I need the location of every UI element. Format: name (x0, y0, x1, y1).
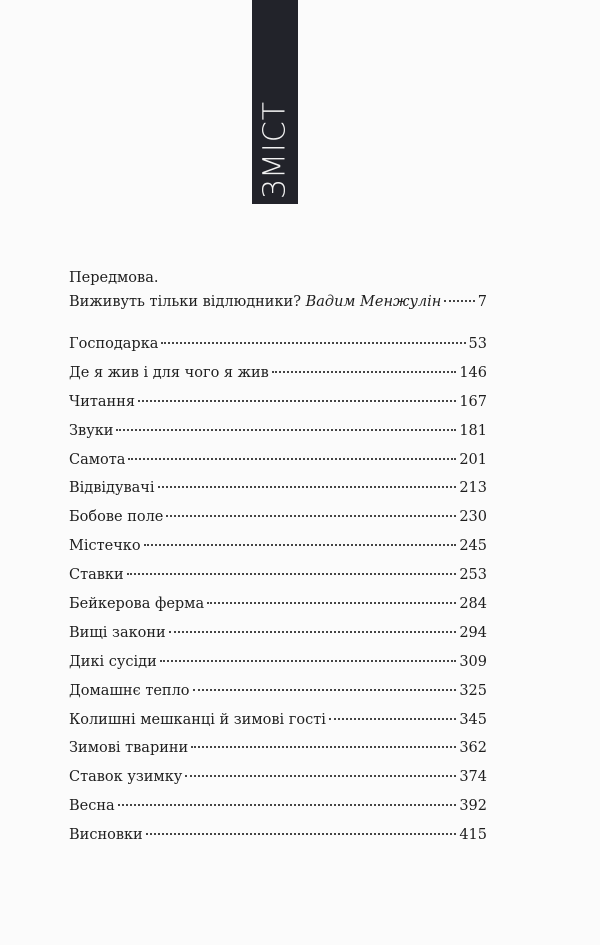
entry-page: 284 (459, 596, 487, 613)
dot-leader (444, 300, 474, 302)
entry-page: 230 (459, 509, 487, 526)
dot-leader (116, 429, 456, 431)
toc-entry (69, 480, 487, 509)
dot-leader (144, 544, 457, 546)
toc-entry (69, 596, 487, 625)
entry-title: Висновки (69, 827, 143, 844)
toc-entry (69, 683, 487, 712)
toc-entries (69, 336, 487, 856)
toc-entry (69, 336, 487, 365)
preface-page: 7 (477, 294, 487, 310)
toc-entry (69, 567, 487, 596)
toc-entry (69, 509, 487, 538)
entry-page: 325 (459, 682, 487, 699)
dot-leader (127, 573, 457, 575)
entry-title: Де я жив і для чого я жив (69, 364, 269, 381)
entry-page: 213 (459, 480, 487, 497)
dot-leader (161, 342, 465, 344)
entry-title: Господарка (69, 336, 159, 352)
entry-page: 253 (459, 567, 487, 584)
toc-entry (69, 798, 487, 827)
entry-page: 181 (459, 422, 487, 439)
entry-title: Весна (69, 798, 115, 815)
toc-preface (69, 266, 487, 314)
dot-leader (118, 804, 457, 806)
toc-entry (69, 740, 487, 769)
entry-title: Самота (69, 451, 126, 468)
dot-leader (329, 718, 456, 720)
entry-page: 294 (459, 624, 487, 641)
dot-leader (158, 486, 457, 488)
entry-title: Дикі сусіди (69, 653, 157, 670)
entry-title: Бейкерова ферма (69, 596, 205, 613)
preface-title: Виживуть тільки відлюдники? (69, 294, 301, 310)
toc-entry (69, 769, 487, 798)
entry-page: 245 (459, 538, 487, 555)
entry-page: 345 (459, 711, 487, 728)
contents-heading: ЗМІСТ (257, 100, 293, 200)
entry-title: Ставок узимку (69, 769, 183, 786)
entry-title: Ставки (69, 567, 124, 584)
entry-title: Читання (69, 393, 136, 410)
entry-title: Домашнє тепло (69, 682, 190, 699)
toc-entry (69, 625, 487, 654)
toc-entry (69, 365, 487, 394)
dot-leader (193, 689, 457, 691)
toc-entry (69, 712, 487, 741)
entry-page: 392 (459, 798, 487, 815)
entry-page: 53 (468, 336, 487, 352)
entry-page: 362 (459, 740, 487, 757)
toc-entry (69, 423, 487, 452)
toc-entry (69, 827, 487, 856)
entry-page: 374 (459, 769, 487, 786)
entry-page: 146 (459, 364, 487, 381)
dot-leader (160, 660, 457, 662)
dot-leader (169, 631, 457, 633)
preface-author: Вадим Менжулін (305, 294, 442, 310)
preface-label: Передмова. (69, 270, 159, 286)
entry-page: 201 (459, 451, 487, 468)
entry-page: 309 (459, 653, 487, 670)
entry-title: Колишні мешканці й зимові гості (69, 711, 326, 728)
dot-leader (166, 515, 456, 517)
dot-leader (272, 371, 456, 373)
entry-page: 167 (459, 393, 487, 410)
entry-title: Зимові тварини (69, 740, 189, 757)
entry-title: Містечко (69, 538, 141, 555)
entry-title: Вищі закони (69, 624, 166, 641)
table-of-contents (69, 266, 487, 856)
dot-leader (146, 833, 457, 835)
dot-leader (128, 458, 456, 460)
dot-leader (191, 746, 456, 748)
toc-entry (69, 538, 487, 567)
toc-entry (69, 452, 487, 481)
entry-title: Відвідувачі (69, 480, 155, 497)
dot-leader (207, 602, 456, 604)
entry-title: Звуки (69, 422, 114, 439)
entry-page: 415 (459, 827, 487, 844)
toc-entry (69, 654, 487, 683)
entry-title: Бобове поле (69, 509, 164, 526)
toc-entry (69, 394, 487, 423)
dot-leader (138, 400, 456, 402)
dot-leader (185, 775, 456, 777)
